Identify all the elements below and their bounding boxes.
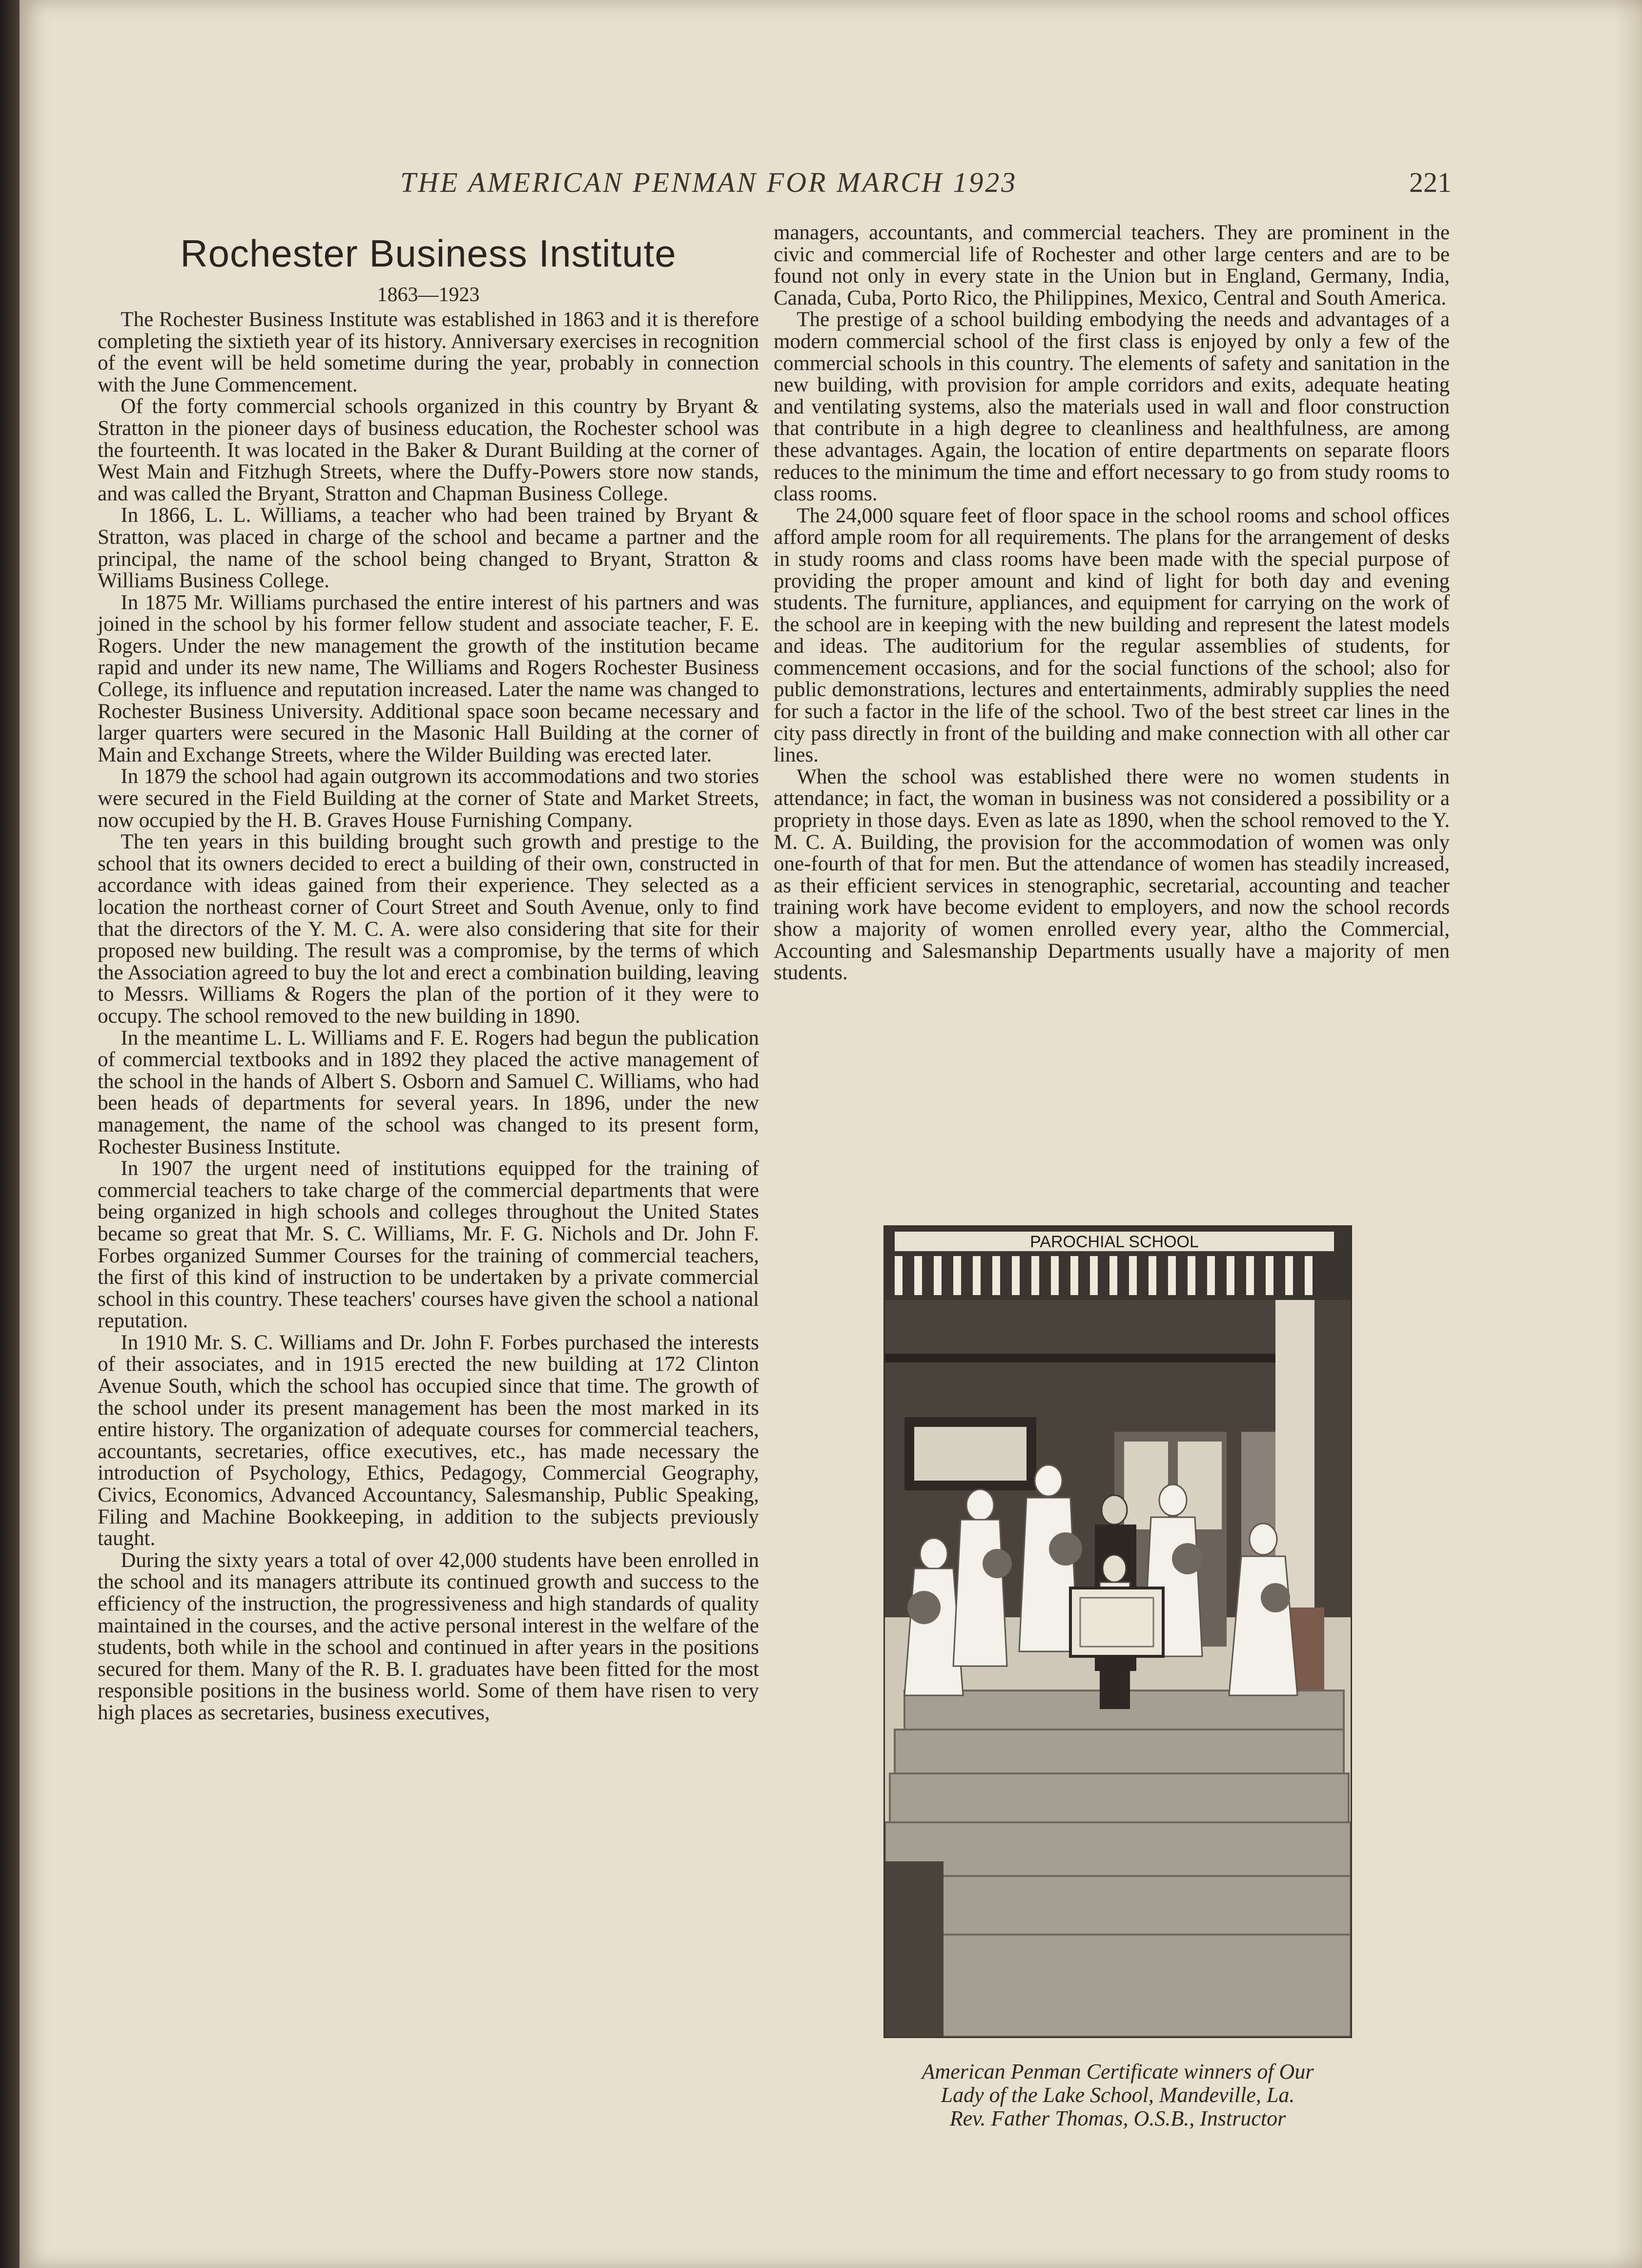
right-column bbox=[774, 222, 1450, 984]
paragraph: In 1910 Mr. S. C. Williams and Dr. John F. Forbes purchased the interests of their associates, and in 1915 erected the new building at 172 Clinton Avenue South, which the school has occupied since that time. The growth of the school under its present management has been the most marked in its entire history. The organization of adequate courses for commercial teachers, accountants, secretaries, office executives, etc., has made necessary the introduction of Psychology, Ethics, Pedagogy, Commercial Geography, Civics, Economics, Advanced Accountancy, Salesmanship, Public Speaking, Filing and Machine Bookkeeping, in addition to the subjects previously taught. bbox=[98, 1331, 759, 1550]
article-dates: 1863—1923 bbox=[377, 283, 480, 306]
article-title: Rochester Business Institute bbox=[180, 232, 677, 275]
paragraph: In 1907 the urgent need of institutions equipped for the training of commercial teachers to take charge of the commercial departments that were being organized in high schools and colleges throughout the United States became so great that Mr. S. C. Williams, Mr. F. G. Nichols and Dr. John F. Forbes organized Summer Courses for the training of commercial teachers, the first of this kind of instruction to be undertaken by a private commercial school in this country. These teachers' courses have given the school a national reputation. bbox=[98, 1157, 759, 1333]
paragraph: The Rochester Business Institute was established in 1863 and it is therefore completing the sixtieth year of its history. Anniversary exercises in recognition of the event will be held sometime during the year, probably in connection with the June Commencement. bbox=[98, 308, 759, 396]
caption-line: American Penman Certificate winners of Our bbox=[922, 2060, 1314, 2083]
page-edge-shading bbox=[1613, 0, 1642, 2268]
photo-caption bbox=[849, 2060, 1386, 2130]
paragraph: managers, accountants, and commercial teachers. They are prominent in the civic and commercial life of Rochester and other large centers and are to be found not only in every state in the Union but in England, Germany, India, Canada, Cuba, Porto Rico, the Philippines, Mexico, Central and South America. bbox=[774, 221, 1450, 309]
paragraph: Of the forty commercial schools organized in this country by Bryant & Stratton in the pioneer days of business education, the Rochester school was the fourteenth. It was located in the Baker & Durant Building at the corner of West Main and Fitzhugh Streets, where the Duffy-Powers store now stands, and was called the Bryant, Stratton and Chapman Business College. bbox=[98, 395, 759, 505]
paragraph: In the meantime L. L. Williams and F. E. Rogers had begun the publication of commercial textbooks and in 1892 they placed the active management of the school in the hands of Albert S. Osborn and Samuel C. Williams, who had been heads of departments for several years. In 1896, under the new management, the name of the school was changed to its present form, Rochester Business Institute. bbox=[98, 1026, 759, 1158]
paragraph: In 1875 Mr. Williams purchased the entire interest of his partners and was joined in the school by his former fellow student and associate teacher, F. E. Rogers. Under the new management the growth of the institution became rapid and under its new name, The Williams and Rogers Rochester Business College, its influence and reputation increased. Later the name was changed to Rochester Business University. Additional space soon became necessary and larger quarters were secured in the Masonic Hall Building at the corner of Main and Exchange Streets, where the Wilder Building was erected later. bbox=[98, 591, 759, 766]
paragraph: The 24,000 square feet of floor space in the school rooms and school offices afford ample room for all requirements. The plans for the arrangement of desks in study rooms and class rooms have been made with the special purpose of providing the proper amount and kind of light for both day and evening students. The furniture, appliances, and equipment for carrying on the work of the school are in keeping with the new building and represent the latest models and ideas. The auditorium for the regular assemblies of students, for commencement occasions, and for the social functions of the school; also for public demonstrations, lectures and entertainments, admirably supplies the need for such a factor in the life of the school. Two of the best street car lines in the city pass directly in front of the building and make connection with all other car lines. bbox=[774, 504, 1450, 767]
caption-line: Rev. Father Thomas, O.S.B., Instructor bbox=[949, 2106, 1286, 2130]
paragraph: During the sixty years a total of over 42,000 students have been enrolled in the school and its managers attribute its continued growth and success to the efficiency of the instruction, the progressiveness and high standards of quality maintained in the courses, and the active personal interest in the welfare of the students, both while in the school and continued in after years in the positions secured for them. Many of the R. B. I. graduates have been fitted for the most responsible positions in the business world. Some of them have risen to very high places as secretaries, business executives, bbox=[98, 1548, 759, 1724]
sign-text: PAROCHIAL SCHOOL bbox=[1030, 1233, 1199, 1251]
left-column bbox=[98, 222, 759, 1724]
article-title-block bbox=[98, 233, 759, 306]
caption-line: Lady of the Lake School, Mandeville, La. bbox=[941, 2083, 1295, 2107]
paragraph: The ten years in this building brought such growth and prestige to the school that its owners decided to erect a building of their own, constructed in accordance with ideas gained from their experience. They selected as a location the northeast corner of Court Street and South Avenue, only to find that the directors of the Y. M. C. A. were also considering that site for their proposed new building. The result was a compromise, by the terms of which the Association agreed to buy the lot and erect a combination building, leaving to Messrs. Williams & Rogers the plan of the portion of it they were to occupy. The school removed to the new building in 1890. bbox=[98, 830, 759, 1028]
school-group-photo bbox=[883, 1225, 1352, 2038]
running-header-title: THE AMERICAN PENMAN FOR MARCH 1923 bbox=[400, 166, 1018, 198]
page-number: 221 bbox=[1409, 166, 1452, 198]
book-binding bbox=[0, 0, 20, 2268]
paragraph: The prestige of a school building embodying the needs and advantages of a modern commercial school of the first class is enjoyed by only a few of the commercial schools in this country. The elements of safety and sanitation in the new building, with provision for ample corridors and exits, adequate heating and ventilating systems, also the materials used in wall and floor construction that contribute in a high degree to cleanliness and healthfulness, are among these advantages. Again, the location of entire departments on separate floors reduces to the minimum the time and effort necessary to go from study rooms to class rooms. bbox=[774, 308, 1450, 506]
paragraph: When the school was established there were no women students in attendance; in fact, the woman in business was not considered a possibility or a propriety in those days. Even as late as 1890, when the school removed to the Y. M. C. A. Building, the provision for the accommodation of women was only one-fourth of that for men. But the attendance of women has steadily increased, as their efficient services in stenographic, secretarial, accounting and teacher training work have become evident to employers, and now the school records show a majority of women enrolled every year, altho the Commercial, Accounting and Salesmanship Departments usually have a majority of men students. bbox=[774, 765, 1450, 985]
paragraph: In 1866, L. L. Williams, a teacher who had been trained by Bryant & Stratton, was placed in charge of the school and became a partner and the principal, the name of the school being changed to Bryant, Stratton & Williams Business College. bbox=[98, 504, 759, 593]
magazine-page bbox=[20, 0, 1642, 2268]
paragraph: In 1879 the school had again outgrown its accommodations and two stories were secured in the Field Building at the corner of State and Market Streets, now occupied by the H. B. Graves House Furnishing Company. bbox=[98, 765, 759, 832]
